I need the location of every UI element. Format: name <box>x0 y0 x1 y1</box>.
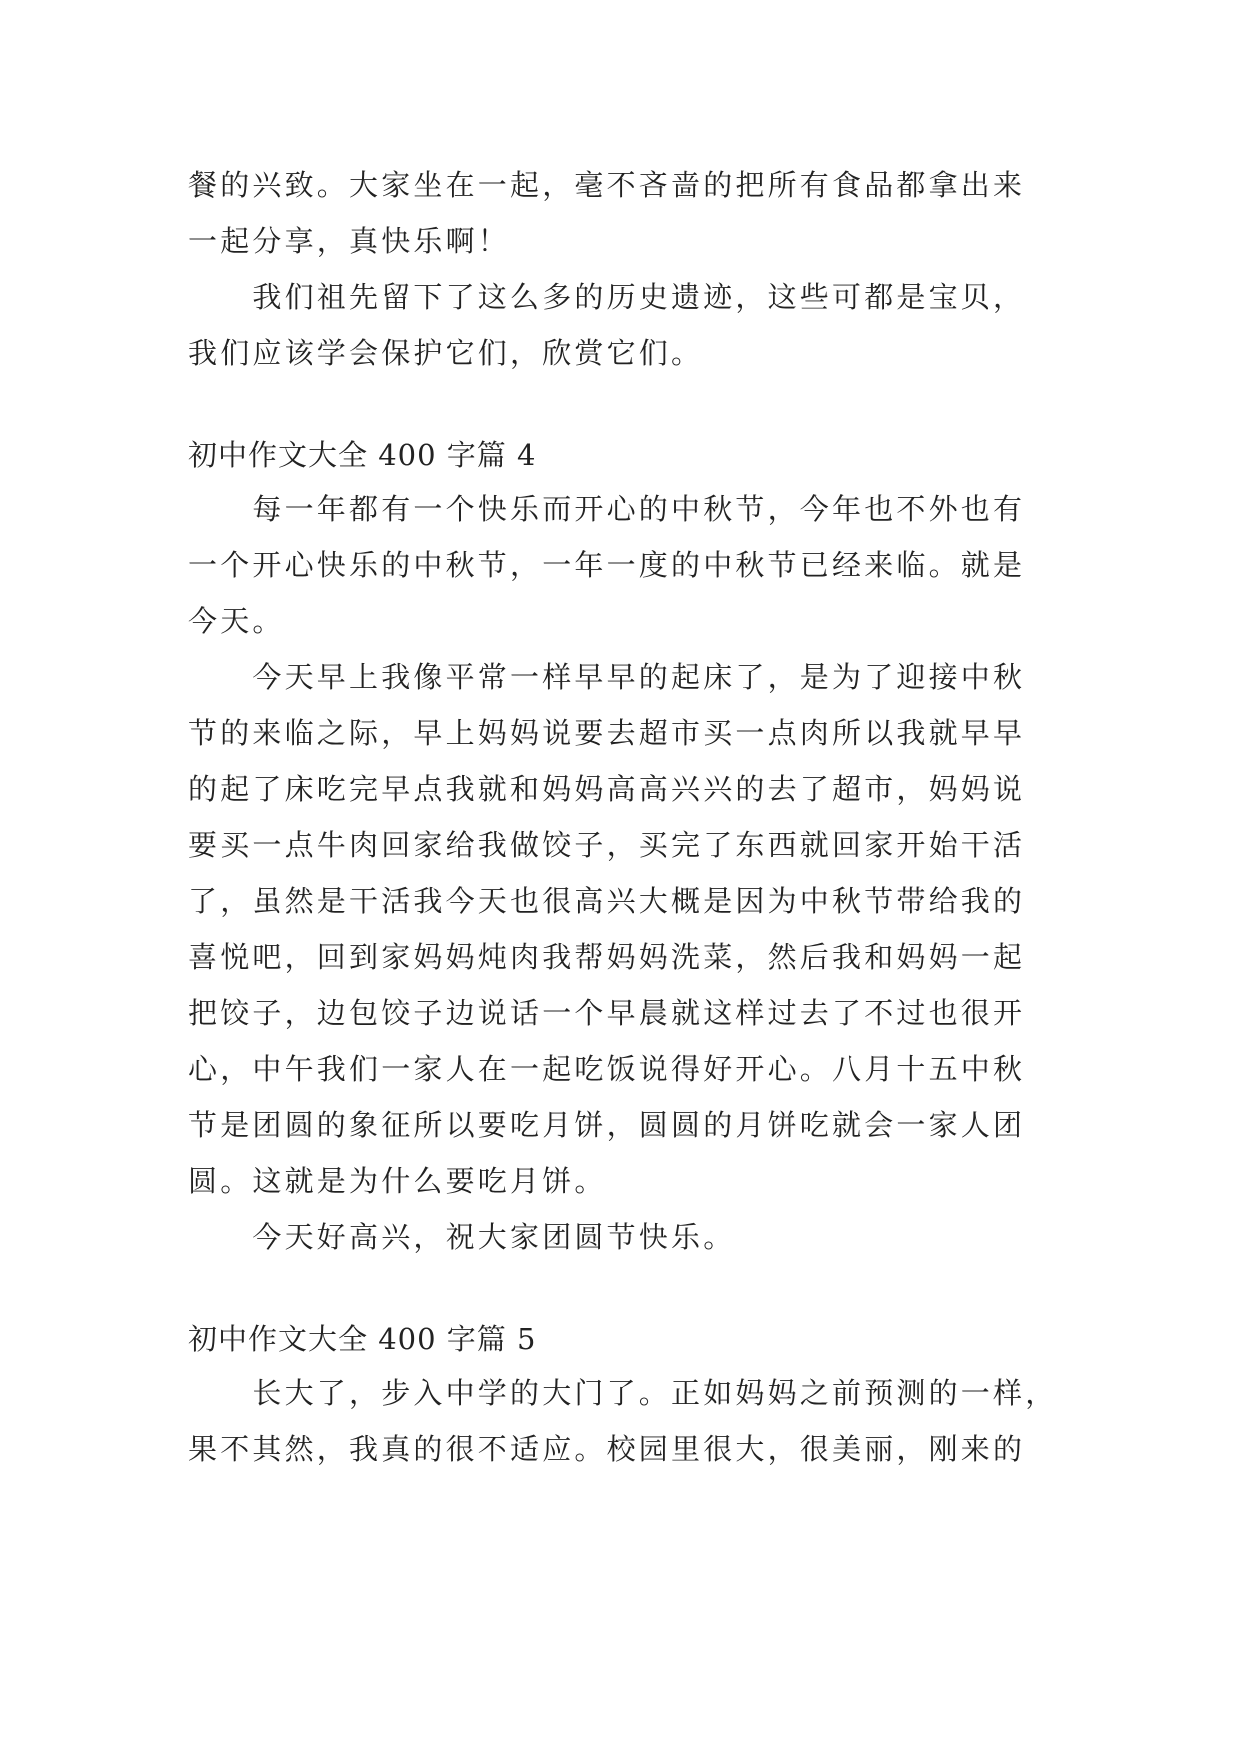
paragraph-line: 今天。 <box>188 604 285 638</box>
paragraph-line: 圆。这就是为什么要吃月饼。 <box>188 1164 607 1198</box>
paragraph-line: 我们应该学会保护它们，欣赏它们。 <box>188 336 704 370</box>
paragraph-line: 一个开心快乐的中秋节，一年一度的中秋节已经来临。就是 <box>188 548 1026 582</box>
paragraph-line: 今天好高兴，祝大家团圆节快乐。 <box>188 1220 736 1254</box>
paragraph-line: 一起分享，真快乐啊！ <box>188 224 511 258</box>
paragraph-line: 节的来临之际，早上妈妈说要去超市买一点肉所以我就早早 <box>188 716 1026 750</box>
paragraph-line: 了，虽然是干活我今天也很高兴大概是因为中秋节带给我的 <box>188 884 1026 918</box>
paragraph-line: 心，中午我们一家人在一起吃饭说得好开心。八月十五中秋 <box>188 1052 1026 1086</box>
section-heading-4: 初中作文大全 400 字篇 4 <box>188 438 537 472</box>
paragraph-line: 喜悦吧，回到家妈妈炖肉我帮妈妈洗菜，然后我和妈妈一起 <box>188 940 1026 974</box>
paragraph-line: 今天早上我像平常一样早早的起床了，是为了迎接中秋 <box>188 660 1026 694</box>
paragraph-line: 要买一点牛肉回家给我做饺子，买完了东西就回家开始干活 <box>188 828 1026 862</box>
paragraph-line: 我们祖先留下了这么多的历史遗迹，这些可都是宝贝， <box>188 280 1026 314</box>
paragraph-line: 餐的兴致。大家坐在一起，毫不吝啬的把所有食品都拿出来 <box>188 168 1026 202</box>
paragraph-line: 把饺子，边包饺子边说话一个早晨就这样过去了不过也很开 <box>188 996 1026 1030</box>
paragraph-line: 果不其然，我真的很不适应。校园里很大，很美丽，刚来的 <box>188 1432 1026 1466</box>
paragraph-line: 节是团圆的象征所以要吃月饼，圆圆的月饼吃就会一家人团 <box>188 1108 1026 1142</box>
section-heading-5: 初中作文大全 400 字篇 5 <box>188 1322 537 1356</box>
paragraph-line: 长大了，步入中学的大门了。正如妈妈之前预测的一样， <box>188 1376 1058 1410</box>
paragraph-line: 的起了床吃完早点我就和妈妈高高兴兴的去了超市，妈妈说 <box>188 772 1026 806</box>
paragraph-line: 每一年都有一个快乐而开心的中秋节，今年也不外也有 <box>188 492 1026 526</box>
